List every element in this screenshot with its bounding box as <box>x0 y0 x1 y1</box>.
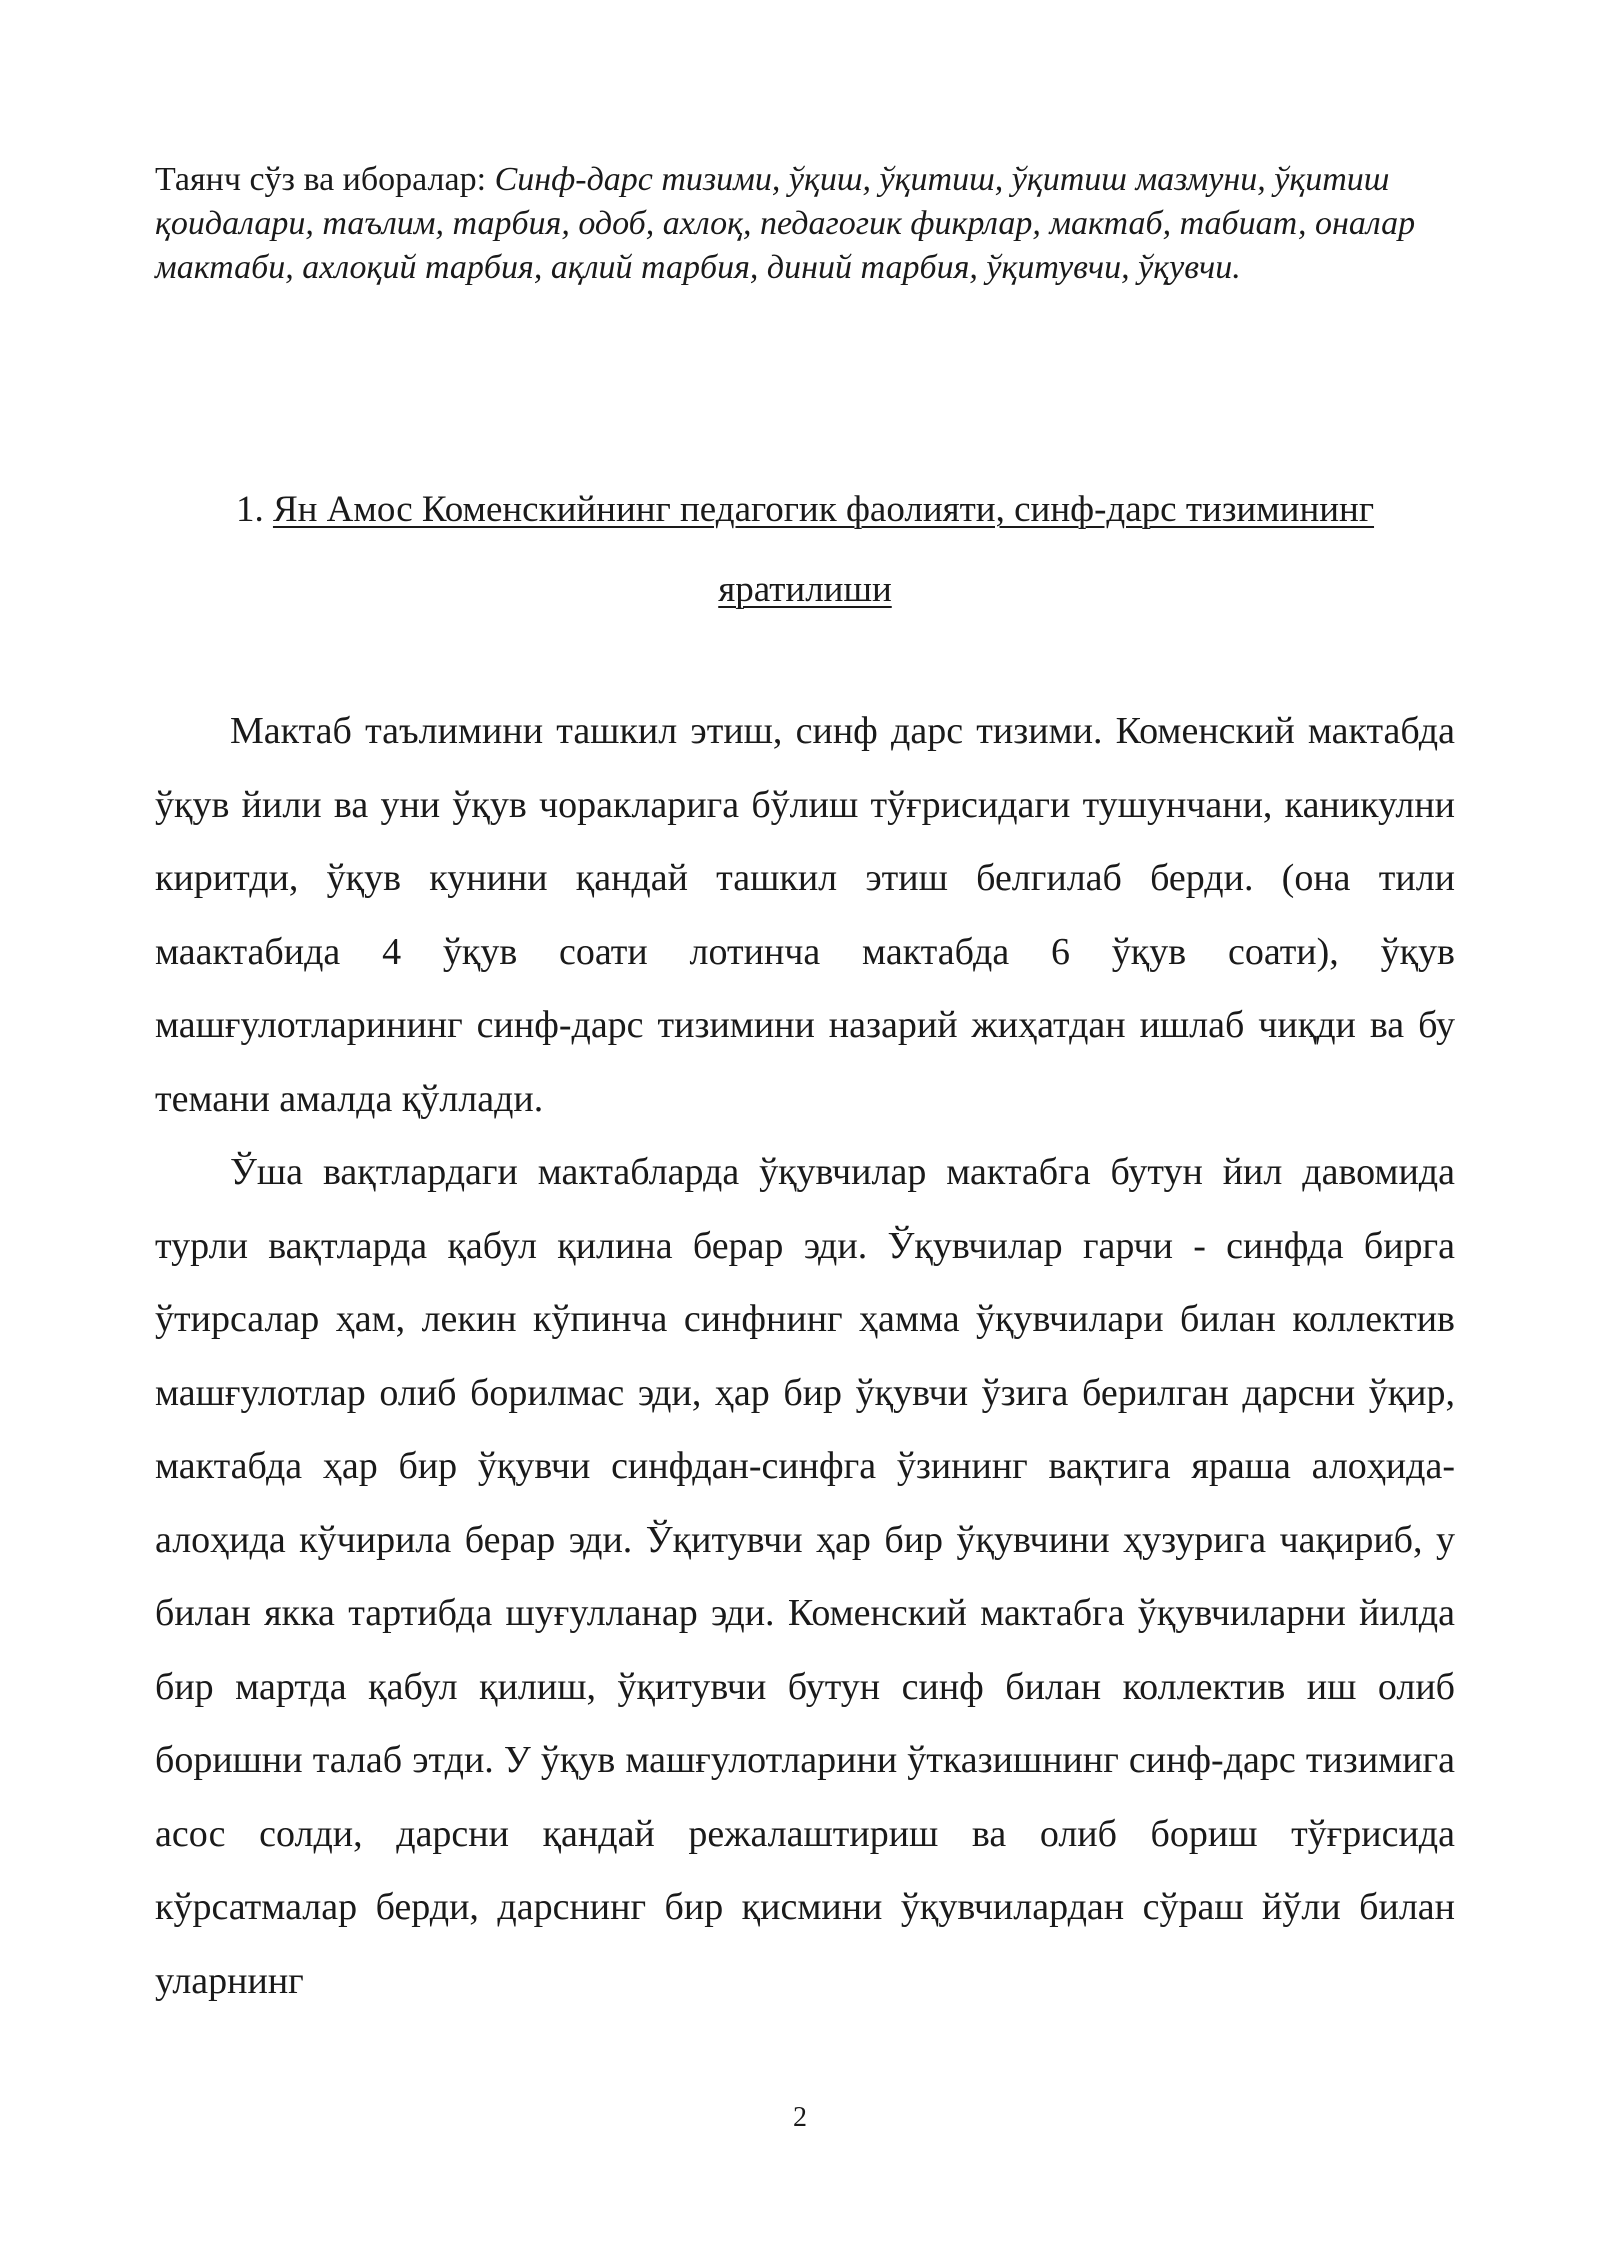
paragraph-2: Ўша вақтлардаги мактабларда ўқувчилар мактабга бутун йил давомида турли вақтларда қабул қилина берар эди. Ўқувчилар гарчи - синфда бирга ўтирсалар ҳам, лекин кўпинча синфнинг ҳамма ўқувчилари билан коллектив машғулотлар олиб борилмас эди, ҳар бир ўқувчи ўзига берилган дарсни ўқир, мактабда ҳар бир ўқувчи синфдан-синфга ўзининг вақтига яраша алоҳида-алоҳида кўчирила берар эди. Ўқитувчи ҳар бир ўқувчини ҳузурига чақириб, у билан якка тартибда шуғулланар эди. Коменский мактабга ўқувчиларни йилда бир мартда қабул қилиш, ўқитувчи бутун синф билан коллектив иш олиб боришни талаб этди. У ўқув машғулотларини ўтказишнинг синф-дарс тизимига асос солди, дарсни қандай режалаштириш ва олиб бориш тўғрисида кўрсатмалар берди, дарснинг бир қисмини ўқувчилардан сўраш йўли билан уларнинг <box>155 1151 1455 2002</box>
keywords-label: Таянч сўз ва иборалар: <box>155 161 487 198</box>
keywords-block <box>155 158 1455 290</box>
body-text <box>155 695 1455 2018</box>
keywords-list: Синф-дарс тизими, ўқиш, ўқитиш, ўқитиш мазмуни, ўқитиш қоидалари, таълим, тарбия, одоб, ахлоқ, педагогик фикрлар, мактаб, табиат, оналар мактаби, ахлоқий тарбия, ақлий тарбия, диний тарбия, ўқитувчи, ўқувчи. <box>155 161 1416 286</box>
section-number: 1. <box>235 489 264 530</box>
page-number: 2 <box>793 2102 807 2133</box>
section-heading <box>155 470 1455 630</box>
paragraph-1: Мактаб таълимини ташкил этиш, синф дарс тизими. Коменский мактабда ўқув йили ва уни ўқув чоракларига бўлиш тўғрисидаги тушунчани, каникулни киритди, ўқув кунини қандай ташкил этиш белгилаб берди. (она тили маактабида 4 ўқув соати лотинча мактабда 6 ўқув соати), ўқув машғулотларининг синф-дарс тизимини назарий жиҳатдан ишлаб чиқди ва бу темани амалда қўллади. <box>155 710 1455 1120</box>
section-title: Ян Амос Коменскийнинг педагогик фаолияти, синф-дарс тизимининг яратилиши <box>272 489 1375 610</box>
